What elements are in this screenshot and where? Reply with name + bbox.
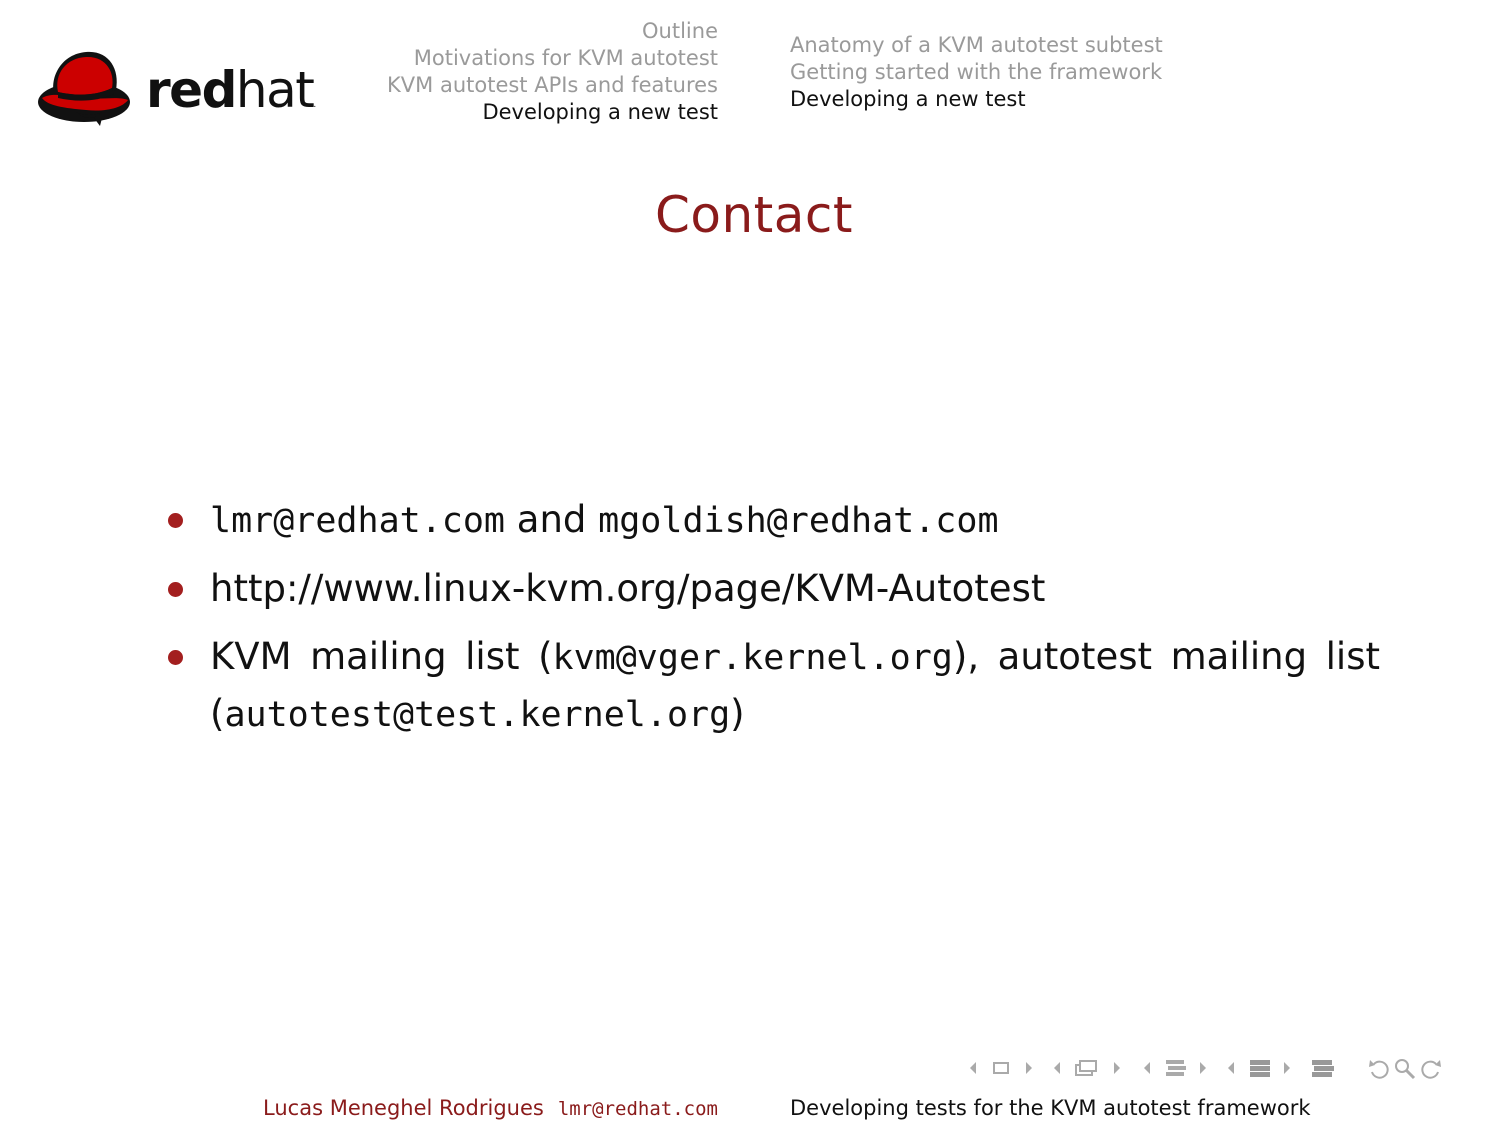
redhat-logo — [36, 46, 326, 132]
logo-trademark: . — [313, 100, 317, 110]
logo-text-red: red — [146, 61, 236, 119]
and-text: and — [505, 498, 599, 541]
shadowman-hat-icon — [36, 46, 132, 128]
logo-text-hat: hat — [235, 61, 314, 119]
list-item — [160, 629, 1380, 743]
nav-subsection-anatomy[interactable]: Anatomy of a KVM autotest subtest — [790, 33, 1163, 57]
bullet-icon — [168, 650, 183, 665]
autotest-mailing-list-address[interactable]: autotest@test.kernel.org — [224, 695, 731, 735]
bullet-icon — [168, 513, 183, 528]
kvm-autotest-url[interactable]: http://www.linux-kvm.org/page/KVM-Autotest — [210, 567, 1046, 610]
mailing-list-text-3: ) — [730, 692, 745, 735]
email-mgoldish[interactable]: mgoldish@redhat.com — [598, 501, 999, 541]
mailing-list-text-1: KVM mailing list ( — [210, 635, 553, 678]
contact-list — [160, 492, 1380, 755]
footer-author — [263, 1096, 718, 1120]
redhat-wordmark — [146, 60, 316, 135]
list-item — [160, 561, 1380, 617]
list-item — [160, 492, 1380, 549]
bullet-icon — [168, 582, 183, 597]
author-email: lmr@redhat.com — [557, 1098, 718, 1120]
search-icon[interactable] — [1392, 1056, 1418, 1080]
undo-icon[interactable] — [1366, 1056, 1392, 1080]
footer-talk-title: Developing tests for the KVM autotest framework — [790, 1096, 1311, 1120]
beamer-navigation-symbols — [966, 1053, 1444, 1083]
mailing-list-text-2: ), autotest mailing list ( — [210, 635, 1380, 735]
nav-section-apis-features[interactable]: KVM autotest APIs and features — [387, 73, 718, 97]
author-name: Lucas Meneghel Rodrigues — [263, 1096, 544, 1120]
nav-section-outline[interactable]: Outline — [642, 19, 718, 43]
beamer-doc-nav-icon[interactable] — [1224, 1056, 1294, 1080]
redo-icon[interactable] — [1418, 1056, 1444, 1080]
nav-subsection-getting-started[interactable]: Getting started with the framework — [790, 60, 1163, 84]
section-navigation — [387, 18, 718, 126]
nav-section-developing-new-test[interactable]: Developing a new test — [482, 100, 718, 124]
beamer-appendix-icon[interactable] — [1308, 1056, 1338, 1080]
beamer-subsection-nav-icon[interactable] — [1050, 1056, 1126, 1080]
kvm-mailing-list-address[interactable]: kvm@vger.kernel.org — [552, 638, 953, 678]
beamer-frame-nav-icon[interactable] — [966, 1056, 1036, 1080]
nav-section-motivations[interactable]: Motivations for KVM autotest — [413, 46, 718, 70]
beamer-section-nav-icon[interactable] — [1140, 1056, 1210, 1080]
frame-title: Contact — [654, 186, 854, 244]
email-lmr[interactable]: lmr@redhat.com — [210, 501, 506, 541]
nav-subsection-developing-new-test[interactable]: Developing a new test — [790, 87, 1026, 111]
subsection-navigation — [790, 32, 1163, 113]
